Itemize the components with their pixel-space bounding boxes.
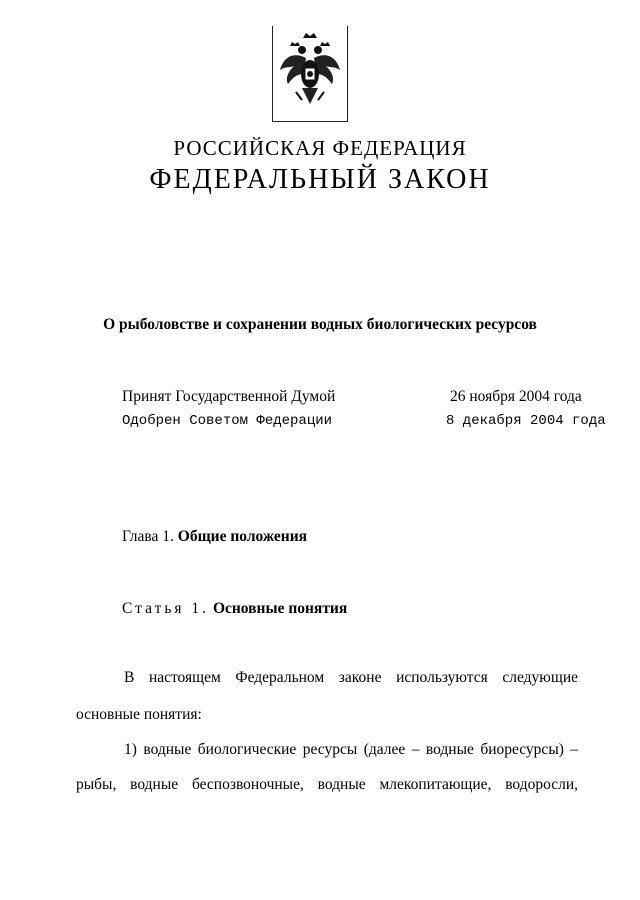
adopted-date: 26 ноября 2004 года	[450, 388, 582, 405]
word: беспозвоночные,	[191, 776, 304, 793]
word: млекопитающие,	[379, 776, 492, 793]
word: используются	[396, 669, 488, 686]
approved-date: 8 декабря 2004 года	[446, 413, 606, 429]
law-type: ФЕДЕРАЛЬНЫЙ ЗАКОН	[149, 164, 491, 195]
approved-label: Одобрен Советом Федерации	[122, 413, 333, 429]
word: Федеральном	[235, 669, 325, 686]
word: водоросли,	[505, 776, 579, 793]
word: рыбы,	[76, 776, 117, 793]
word: следующие	[502, 669, 578, 686]
word: настоящем	[148, 669, 221, 686]
article-heading	[122, 600, 347, 618]
adopted-label: Принят Государственной Думой	[122, 388, 336, 405]
item1-line-2	[76, 776, 578, 794]
word: –	[411, 741, 420, 758]
word: водные	[317, 776, 366, 793]
word: –	[570, 741, 579, 758]
word: 1)	[124, 741, 137, 758]
article-name: Основные понятия	[212, 600, 348, 617]
word: биологические	[197, 741, 297, 758]
coat-of-arms-icon	[276, 30, 344, 114]
chapter-name: Общие положения	[177, 528, 308, 545]
law-title: О рыболовстве и сохранении водных биологических ресурсов	[103, 316, 537, 333]
word: В	[124, 669, 135, 686]
word: водные	[425, 741, 474, 758]
word: водные	[130, 776, 179, 793]
word: (далее	[363, 741, 406, 758]
country-name: РОССИЙСКАЯ ФЕДЕРАЦИЯ	[173, 136, 467, 160]
word: ресурсы	[302, 741, 358, 758]
intro-line-2: основные понятия:	[76, 706, 202, 723]
word: законе	[338, 669, 382, 686]
chapter-prefix: Глава 1.	[122, 528, 174, 545]
word: водные	[143, 741, 192, 758]
article-prefix: Статья 1.	[122, 600, 210, 617]
word: биоресурсы)	[480, 741, 564, 758]
chapter-heading	[122, 528, 307, 546]
intro-line-1	[124, 669, 578, 687]
item1-line-1	[124, 741, 578, 759]
